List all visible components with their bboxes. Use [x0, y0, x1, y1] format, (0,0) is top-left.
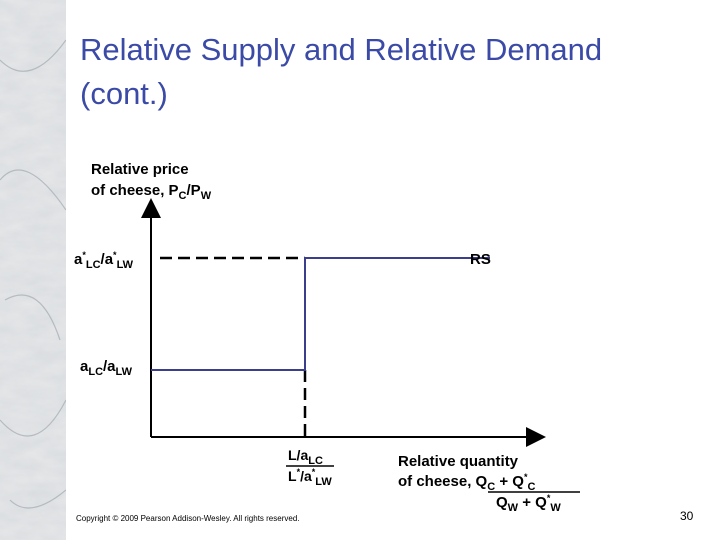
page-number: 30: [680, 509, 694, 523]
rs-curve-label: RS: [470, 251, 491, 268]
upper-price-tick-label: $a^*_{LC}/a^*_{LW}$: [74, 250, 134, 271]
rs-curve: [151, 258, 490, 370]
slide-title-line2: (cont.): [80, 76, 168, 111]
y-axis-label-line2: of cheese, $P_C/P_W$: [91, 182, 212, 202]
slide-title-line1: Relative Supply and Relative Demand: [80, 32, 603, 67]
x-axis-label-line3: $Q_W + Q^*_W$: [496, 493, 561, 514]
copyright-notice: Copyright © 2009 Pearson Addison-Wesley. All rights reserved.: [76, 514, 300, 523]
y-axis-label-line1: Relative price: [91, 161, 189, 178]
x-axis-label-line2: of cheese, $Q_C + Q^*_C$: [398, 472, 536, 493]
x-tick-label-line1: $L/a_{LC}$: [288, 447, 323, 467]
lower-price-tick-label: $a_{LC}/a_{LW}$: [80, 358, 133, 378]
x-axis-label-line1: Relative quantity: [398, 453, 519, 470]
x-tick-label-line2: $L^*/a^*_{LW}$: [288, 467, 332, 488]
